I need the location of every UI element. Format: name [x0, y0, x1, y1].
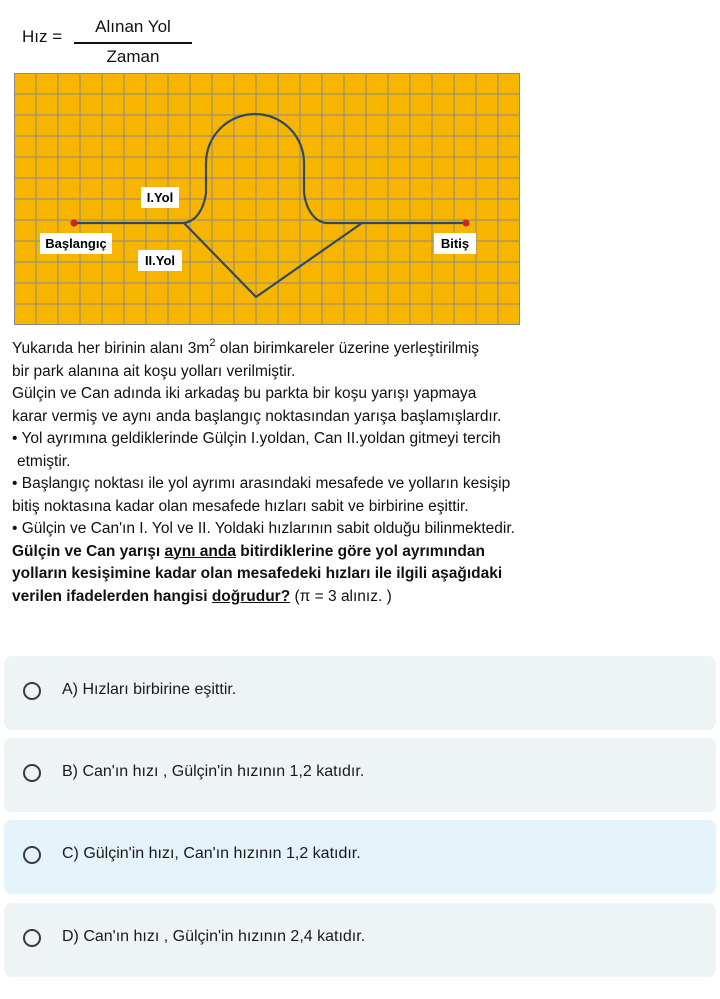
finish-label: Bitiş [440, 236, 470, 251]
option-a[interactable] [4, 656, 716, 730]
question-line-2: yolların kesişimine kadar olan mesafedeki hızları ile ilgili aşağıdaki [12, 565, 503, 582]
option-b-label: B) Can'ın hızı , Gülçin'in hızının 1,2 katıdır. [62, 763, 365, 780]
road2-label: II.Yol [144, 253, 176, 268]
bullet-2-cont: bitiş noktasına kadar olan mesafede hızları sabit ve birbirine eşittir. [12, 497, 469, 515]
finish-point [462, 219, 469, 226]
park-grid-diagram [14, 73, 520, 325]
formula-fraction [74, 14, 192, 70]
option-a-label: A) Hızları birbirine eşittir. [62, 681, 237, 698]
bullet-2: • Başlangıç noktası ile yol ayrımı arasındaki mesafede ve yolların kesişip [12, 475, 511, 492]
passage-line-1: Yukarıda her birinin alanı $3m^2$ olan birimkareler üzerine yerleştirilmiş [12, 337, 480, 357]
radio-icon[interactable] [23, 846, 41, 864]
grid-svg [14, 73, 520, 325]
bullet-1: • Yol ayrımına geldiklerinde Gülçin I.yoldan, Can II.yoldan gitmeyi tercih [12, 430, 501, 447]
radio-icon[interactable] [23, 929, 41, 947]
radio-icon[interactable] [23, 764, 41, 782]
bullet-3: • Gülçin ve Can'ın I. Yol ve II. Yoldaki hızlarının sabit olduğu bilinmektedir. [12, 520, 515, 537]
formula-numerator: Alınan Yol [74, 14, 192, 44]
formula-lhs: Hız = [22, 27, 63, 46]
superscript: 2 [209, 337, 216, 349]
radio-icon[interactable] [23, 682, 41, 700]
passage-line-2: bir park alanına ait koşu yolları verilmiştir. [12, 362, 296, 380]
option-b[interactable] [4, 738, 716, 812]
option-d-label: D) Can'ın hızı , Gülçin'in hızının 2,4 katıdır. [62, 928, 366, 945]
passage-line-3: Gülçin ve Can adında iki arkadaş bu parkta bir koşu yarışı yapmaya [12, 385, 477, 402]
question-line-3: verilen ifadelerden hangisi doğrudur? (π = 3 alınız. ) [12, 587, 392, 605]
formula-denominator: Zaman [106, 47, 160, 66]
question-passage [12, 338, 712, 608]
option-d[interactable] [4, 903, 716, 977]
start-label: Başlangıç [45, 236, 107, 251]
option-c-label: C) Gülçin'in hızı, Can'ın hızının 1,2 katıdır. [62, 845, 361, 862]
bullet-1-cont: etmiştir. [17, 452, 71, 470]
question-line-1: Gülçin ve Can yarışı aynı anda bitirdiklerine göre yol ayrımından [12, 542, 485, 560]
road1-label: I.Yol [146, 190, 174, 205]
passage-line-4: karar vermiş ve aynı anda başlangıç noktasından yarışa başlamışlardır. [12, 407, 502, 425]
start-point [70, 219, 77, 226]
option-c[interactable] [4, 820, 716, 894]
